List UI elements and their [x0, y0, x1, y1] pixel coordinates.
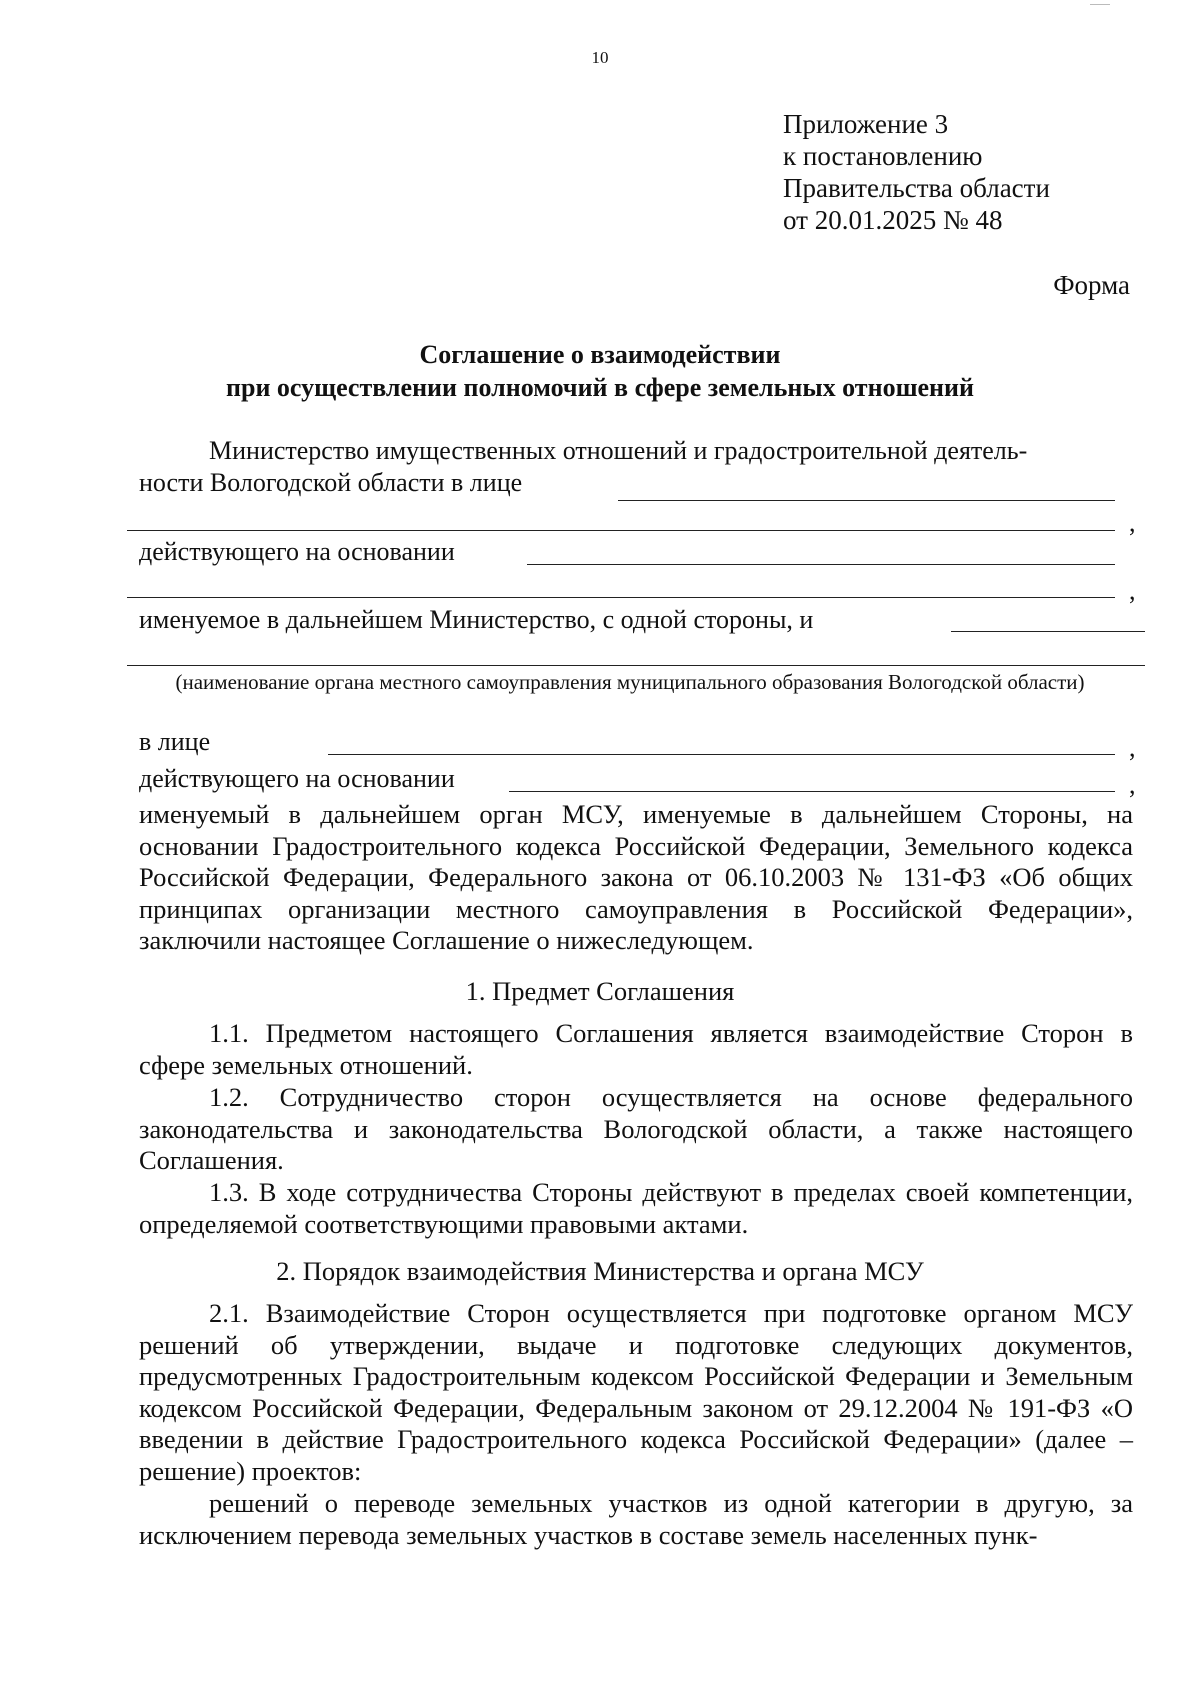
- appendix-line: Приложение 3: [783, 109, 949, 139]
- page-number: 10: [591, 48, 609, 67]
- paragraph: 2.1. Взаимодействие Сторон осуществляется при подготовке органом МСУ решений об утверждении, выдаче и подготовке следующих документов, предусмотренных Градостроительным кодексом Российской Федерации и Земельным кодексом Российской Федерации, Федеральным законом от 29.12.2004 № 191-ФЗ «О введении в действие Градостроительного кодекса Российской Федерации» (далее – решение) проектов:: [139, 1298, 1133, 1486]
- appendix-line: Правительства области: [783, 173, 1050, 203]
- appendix-line: к постановлению: [783, 141, 983, 171]
- comma: ,: [1129, 733, 1136, 762]
- paragraph: 1.2. Сотрудничество сторон осуществляется на основе федерального законодательства и законодательства Вологодской области, а также настоящего Соглашения.: [139, 1082, 1133, 1176]
- document-title: [0, 338, 1200, 404]
- title-line: при осуществлении полномочий в сфере земельных отношений: [226, 373, 974, 402]
- comma: ,: [1129, 770, 1136, 799]
- fill-in-blank: [127, 665, 1145, 666]
- ministry-line: ности Вологодской области в лице: [139, 468, 523, 497]
- section-heading: 2. Порядок взаимодействия Министерства и органа МСУ: [276, 1256, 924, 1286]
- form-label: Форма: [1053, 270, 1130, 300]
- in-person-label: в лице: [139, 727, 211, 756]
- fill-in-blank: [509, 791, 1115, 792]
- fill-in-blank: [951, 631, 1145, 632]
- appendix-line: от 20.01.2025 № 48: [783, 205, 1003, 235]
- acting-basis-label: действующего на основании: [139, 764, 455, 793]
- section-heading: 1. Предмет Соглашения: [465, 976, 735, 1006]
- paragraph: 1.1. Предметом настоящего Соглашения является взаимодействие Сторон в сфере земельных отношений.: [139, 1018, 1133, 1080]
- acting-basis-label: действующего на основании: [139, 537, 455, 566]
- fill-in-blank: [527, 564, 1115, 565]
- fill-in-blank: [127, 597, 1115, 598]
- named-ministry-text: именуемое в дальнейшем Министерство, с одной стороны, и: [139, 605, 814, 634]
- scan-mark: [1090, 0, 1110, 5]
- ministry-line: Министерство имущественных отношений и градостроительной деятель-: [209, 436, 1028, 465]
- preamble-body: именуемый в дальнейшем орган МСУ, именуемые в дальнейшем Стороны, на основании Градостроительного кодекса Российской Федерации, Земельного кодекса Российской Федерации, Федерального закона от 06.10.2003 № 131-ФЗ «Об общих принципах организации местного самоуправления в Российской Федерации», заключили настоящее Соглашение о нижеследующем.: [139, 799, 1133, 956]
- paragraph: 1.3. В ходе сотрудничества Стороны действуют в пределах своей компетенции, определяемой соответствующими правовыми актами.: [139, 1177, 1133, 1239]
- comma: ,: [1129, 576, 1136, 605]
- fill-in-blank: [127, 530, 1115, 531]
- fill-in-blank: [328, 754, 1115, 755]
- paragraph: решений о переводе земельных участков из одной категории в другую, за исключением перевода земельных участков в составе земель населенных пунк-: [139, 1488, 1133, 1550]
- appendix-block: [783, 108, 1050, 236]
- fill-in-blank: [618, 500, 1115, 501]
- msu-caption: (наименование органа местного самоуправления муниципального образования Вологодской области): [175, 670, 1085, 694]
- comma: ,: [1129, 508, 1136, 537]
- title-line: Соглашение о взаимодействии: [419, 340, 781, 369]
